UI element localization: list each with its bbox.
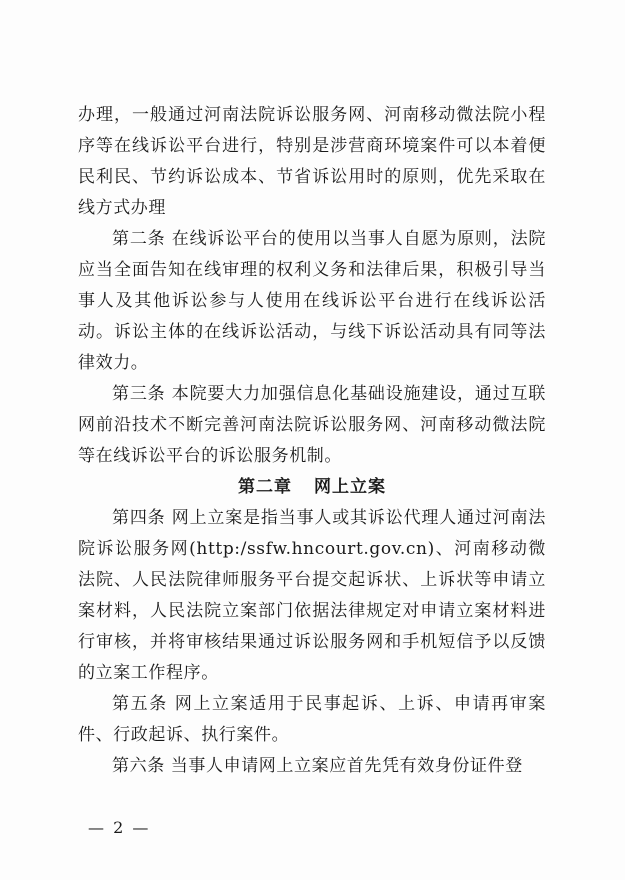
chapter-heading [78,472,546,503]
chapter-number: 第二章 [238,477,292,497]
article-5: 第五条 网上立案适用于民事起诉、上诉、申请再审案件、行政起诉、执行案件。 [78,694,546,745]
document-body [78,100,546,782]
paragraph-continuation: 办理，一般通过河南法院诉讼服务网、河南移动微法院小程序等在线诉讼平台进行，特别是涉营商环境案件可以本着便民利民、节约诉讼成本、节省诉讼用时的原则，优先采取在线方式办理 [78,105,546,218]
article-2: 第二条 在线诉讼平台的使用以当事人自愿为原则，法院应当全面告知在线审理的权利义务和法律后果，积极引导当事人及其他诉讼参与人使用在线诉讼平台进行在线诉讼活动。诉讼主体的在线诉讼活动，与线下诉讼活动具有同等法律效力。 [78,229,546,373]
article-4: 第四条 网上立案是指当事人或其诉讼代理人通过河南法院诉讼服务网(http:/ssfw.hncourt.gov.cn)、河南移动微法院、人民法院律师服务平台提交起诉状、上诉状等申请立案材料，人民法院立案部门依据法律规定对申请立案材料进行审核，并将审核结果通过诉讼服务网和手机短信予以反馈的立案工作程序。 [78,508,546,683]
article-6: 第六条 当事人申请网上立案应首先凭有效身份证件登 [112,756,523,776]
chapter-title: 网上立案 [314,477,386,497]
article-3: 第三条 本院要大力加强信息化基础设施建设，通过互联网前沿技术不断完善河南法院诉讼服务网、河南移动微法院等在线诉讼平台的诉讼服务机制。 [78,384,546,466]
page-number: — 2 — [88,818,151,837]
